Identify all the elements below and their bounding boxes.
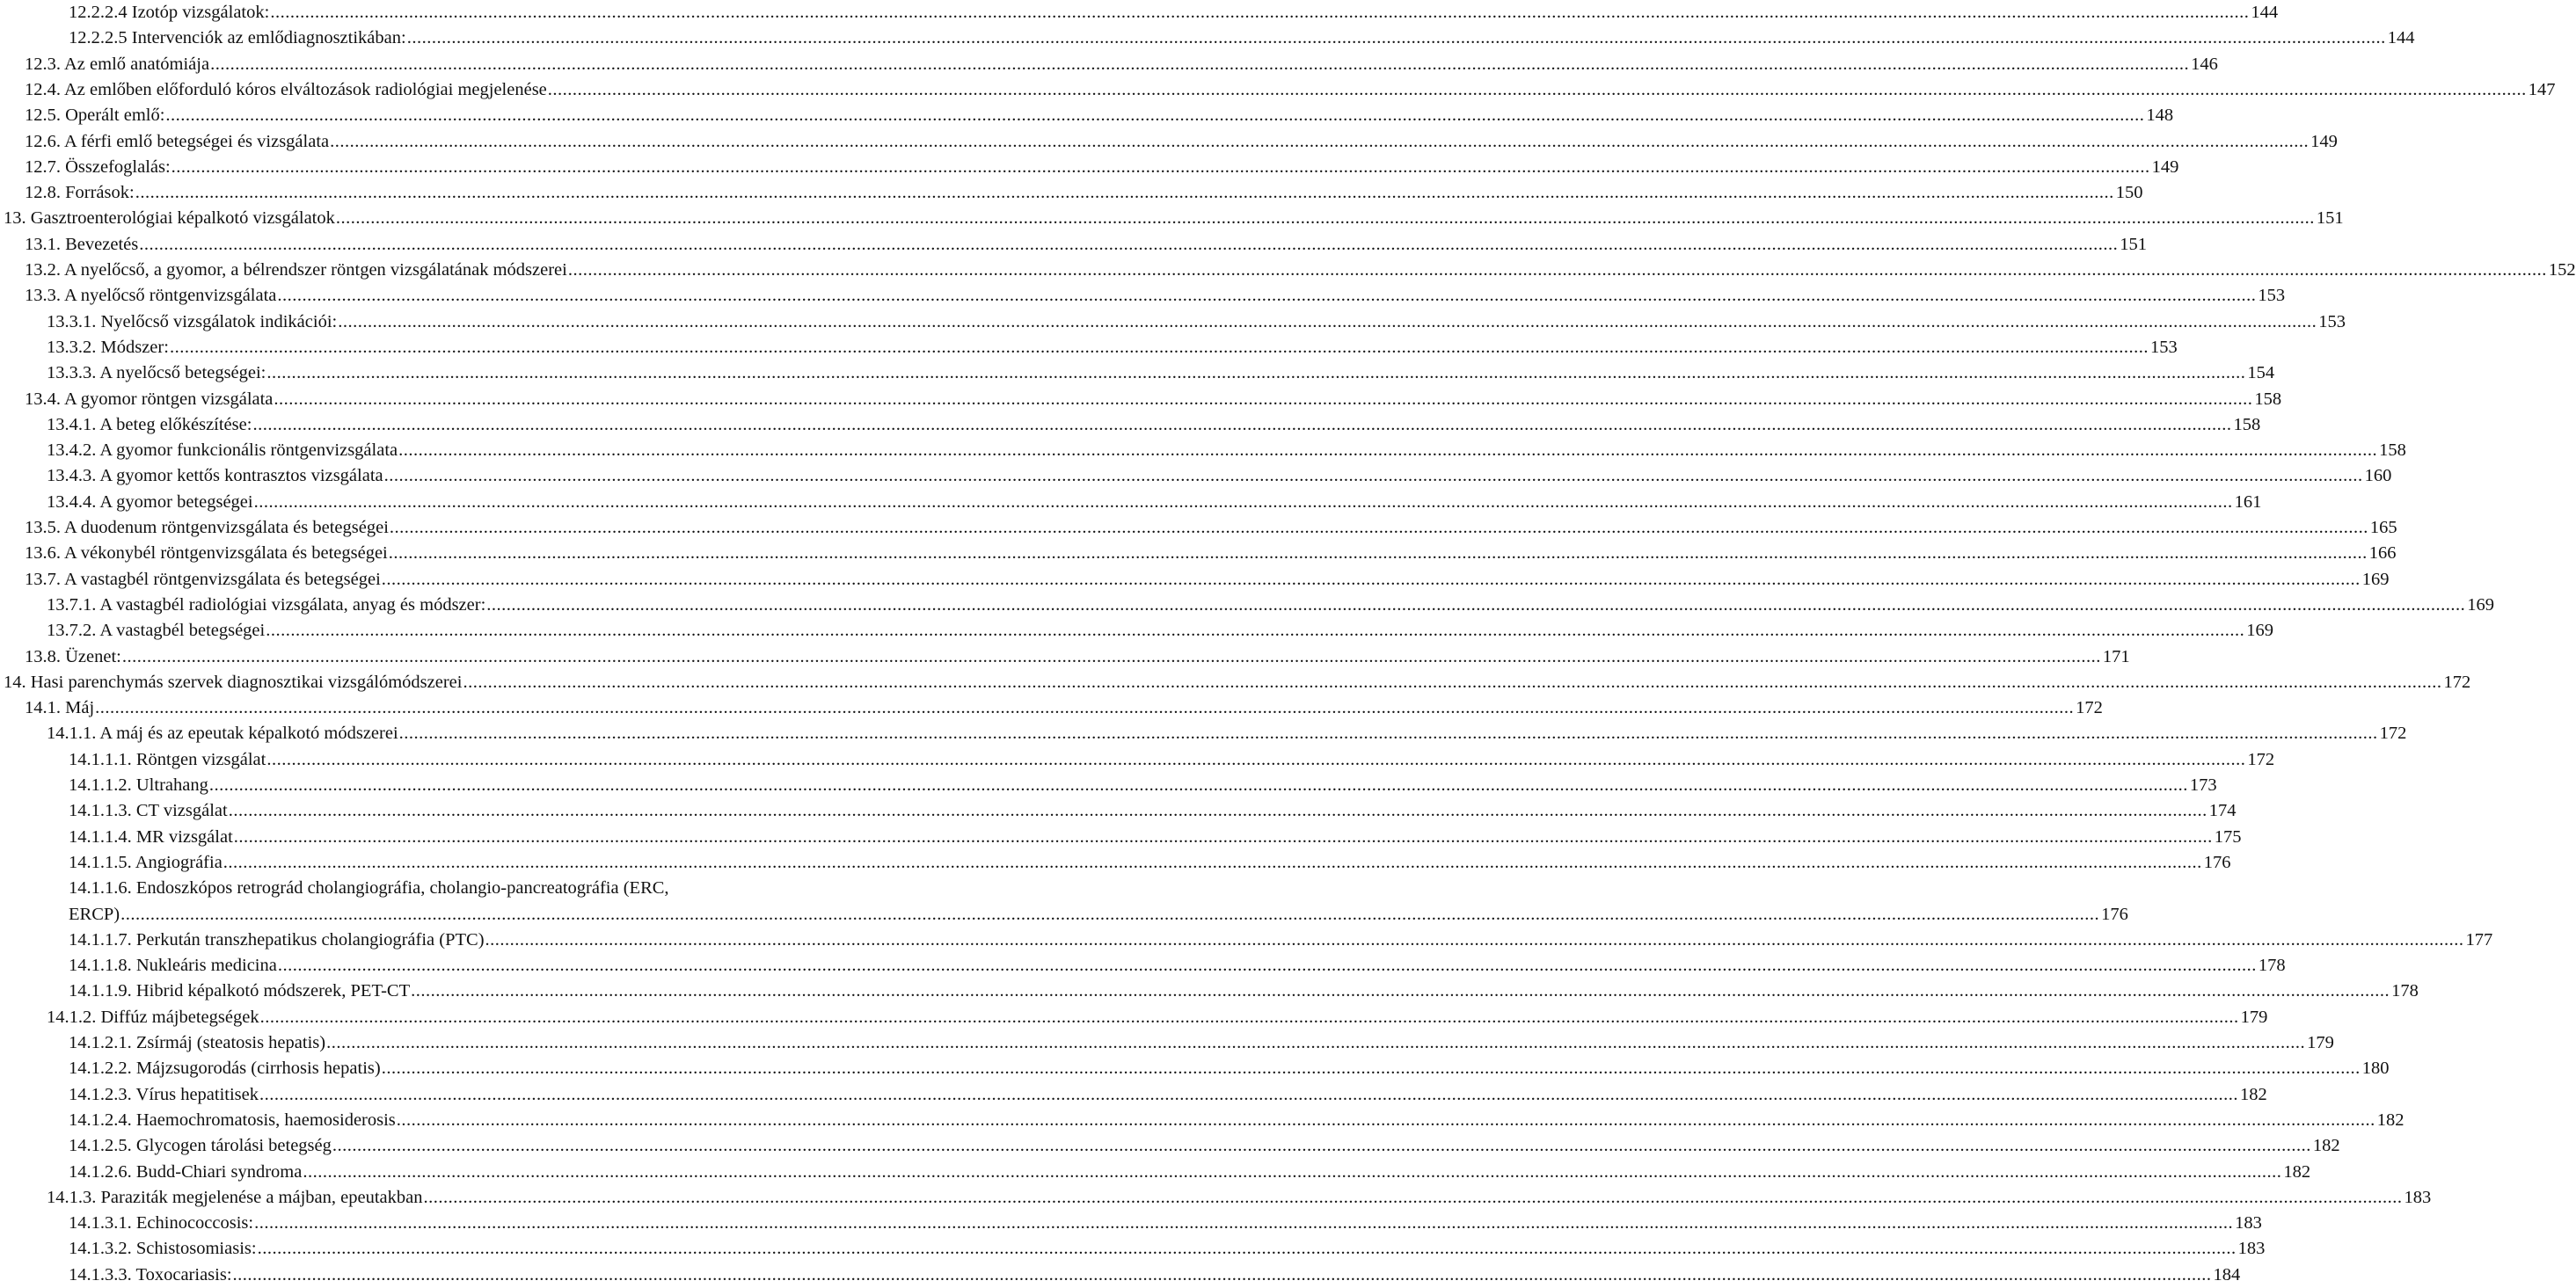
- toc-entry-number: 14.1.: [25, 698, 61, 718]
- toc-entry-number: 14.1.1.: [47, 724, 97, 744]
- toc-page-number: 161: [2234, 491, 2262, 512]
- toc-page-number: 153: [2318, 311, 2346, 331]
- toc-leader-dots: ................................................................................................................................................................................................................................................................................................................................................................................................................: [171, 156, 2150, 177]
- toc-entry[interactable]: [47, 335, 2178, 360]
- toc-leader-dots: ................................................................................................................................................................................................................................................................................................................................................................................................................: [135, 183, 2114, 203]
- toc-entry-title: A vastagbél betegségei: [99, 621, 266, 641]
- toc-leader-dots: ................................................................................................................................................................................................................................................................................................................................................................................................................: [463, 672, 2442, 692]
- toc-entry-label: [69, 747, 266, 773]
- toc-page-number: 172: [2247, 749, 2275, 769]
- toc-entry[interactable]: [25, 258, 2576, 283]
- toc-entry-number: 14.1.2.4.: [69, 1110, 132, 1130]
- toc-entry[interactable]: [69, 773, 2217, 798]
- toc-entry[interactable]: [47, 309, 2346, 335]
- toc-entry[interactable]: [47, 721, 2407, 746]
- toc-leader-dots: ................................................................................................................................................................................................................................................................................................................................................................................................................: [232, 1264, 2212, 1284]
- toc-leader-dots: ................................................................................................................................................................................................................................................................................................................................................................................................................: [253, 491, 2233, 512]
- toc-page-number: 154: [2247, 363, 2275, 383]
- toc-entry-label: [69, 1160, 302, 1185]
- toc-entry[interactable]: [69, 953, 2286, 979]
- toc-entry-number: 14.1.1.3.: [69, 801, 132, 821]
- toc-entry-title: Angiográfia: [135, 852, 223, 872]
- toc-entry-label: [25, 541, 388, 566]
- toc-page-number: 166: [2368, 543, 2397, 564]
- toc-entry-number: 13.4.: [25, 389, 61, 409]
- toc-entry-title: Perkután transzhepatikus cholangiográfia (PTC): [135, 929, 485, 950]
- toc-page-number: 169: [2467, 594, 2495, 615]
- toc-entry-number: 14.1.2.: [47, 1007, 97, 1027]
- toc-entry[interactable]: [25, 644, 2130, 670]
- toc-entry-label: [69, 0, 269, 25]
- toc-entry-number: 12.2.2.4: [69, 3, 128, 22]
- toc-entry-title: A vékonybél röntgenvizsgálata és betegségei: [64, 543, 388, 564]
- toc-entry-number: 14.1.2.5.: [69, 1136, 132, 1156]
- toc-entry-title: Gasztroenterológiai képalkotó vizsgálatok: [30, 208, 335, 229]
- toc-entry-number: 14.1.1.1.: [69, 749, 132, 769]
- toc-entry-title: A férfi emlő betegségei és vizsgálata: [64, 131, 330, 151]
- toc-leader-dots: ................................................................................................................................................................................................................................................................................................................................................................................................................: [95, 698, 2075, 718]
- toc-entry-number: 14.1.1.5.: [69, 852, 132, 872]
- toc-page-number: 153: [2258, 286, 2286, 306]
- toc-leader-dots: ................................................................................................................................................................................................................................................................................................................................................................................................................: [398, 724, 2378, 744]
- toc-page-number: 173: [2189, 775, 2217, 795]
- toc-leader-dots: ................................................................................................................................................................................................................................................................................................................................................................................................................: [266, 363, 2246, 383]
- toc-entry-label: [47, 593, 485, 618]
- toc-entry-title: A gyomor kettős kontrasztos vizsgálata: [99, 466, 383, 486]
- toc-entry[interactable]: [25, 541, 2397, 566]
- toc-entry[interactable]: [25, 232, 2147, 258]
- toc-page-number: 176: [2101, 904, 2128, 924]
- toc-entry-label: [47, 618, 265, 644]
- toc-entry-label: [69, 1082, 259, 1108]
- toc-leader-dots: ................................................................................................................................................................................................................................................................................................................................................................................................................: [406, 28, 2386, 48]
- toc-entry-label: [25, 258, 567, 283]
- toc-entry[interactable]: [69, 1263, 2241, 1288]
- toc-entry-number: 13.8.: [25, 646, 61, 666]
- toc-entry-number: 12.5.: [25, 106, 61, 126]
- toc-entry-title: Zsírmáj (steatosis hepatis): [135, 1033, 326, 1052]
- toc-entry-number: 14.1.3.3.: [69, 1264, 132, 1284]
- toc-page-number: 182: [2376, 1110, 2405, 1130]
- toc-entry[interactable]: [47, 412, 2261, 438]
- toc-entry-number: 13.3.3.: [47, 363, 97, 383]
- toc-page-number: 182: [2240, 1084, 2267, 1104]
- toc-entry-title: Módszer:: [100, 337, 169, 357]
- toc-page-number: 158: [2254, 389, 2282, 409]
- toc-entry-title: Vírus hepatitisek: [135, 1084, 259, 1104]
- toc-entry-label: [69, 825, 233, 850]
- toc-page-number: 152: [2548, 260, 2576, 280]
- toc-entry-title: A gyomor funkcionális röntgenvizsgálata: [99, 440, 398, 461]
- toc-leader-dots: ................................................................................................................................................................................................................................................................................................................................................................................................................: [257, 1239, 2237, 1259]
- toc-page-number: 178: [2258, 956, 2286, 976]
- toc-entry[interactable]: [69, 0, 2279, 25]
- toc-entry-title: Az emlőben előforduló kóros elváltozások radiológiai megjelenése: [64, 79, 547, 99]
- toc-entry-number: 13.3.1.: [47, 311, 97, 331]
- toc-entry-continuation[interactable]: [69, 902, 2128, 928]
- toc-entry-label: [47, 463, 383, 489]
- toc-entry[interactable]: [47, 360, 2275, 386]
- toc-entry-title: Hasi parenchymás szervek diagnosztikai vizsgálómódszerei: [30, 672, 463, 692]
- toc-entry[interactable]: [47, 1005, 2268, 1030]
- toc-entry-title: Ultrahang: [135, 775, 208, 795]
- toc-entry-title: A gyomor röntgen vizsgálata: [64, 389, 274, 409]
- toc-entry-number: 13.1.: [25, 234, 61, 254]
- toc-leader-dots: ................................................................................................................................................................................................................................................................................................................................................................................................................: [223, 852, 2202, 872]
- toc-entry[interactable]: [47, 593, 2495, 618]
- toc-page-number: 153: [2149, 337, 2178, 357]
- toc-entry-number: 13.4.3.: [47, 466, 97, 486]
- toc-entry-title: Endoszkópos retrográd cholangiográfia, cholangio-pancreatográfia (ERC,: [135, 878, 669, 899]
- toc-entry-label: [69, 1263, 232, 1288]
- toc-entry-number: 12.7.: [25, 156, 61, 177]
- toc-entry[interactable]: [4, 206, 2344, 231]
- toc-entry-label: [69, 1108, 396, 1133]
- toc-leader-dots: ................................................................................................................................................................................................................................................................................................................................................................................................................: [486, 594, 2466, 615]
- toc-leader-dots: ................................................................................................................................................................................................................................................................................................................................................................................................................: [423, 1187, 2403, 1207]
- toc-entry[interactable]: [69, 850, 2231, 876]
- toc-entry-title: 14.1.1.6.: [69, 878, 132, 899]
- toc-page-number: 171: [2102, 646, 2130, 666]
- toc-page-number: 151: [2316, 208, 2344, 229]
- toc-leader-dots: ................................................................................................................................................................................................................................................................................................................................................................................................................: [381, 569, 2361, 589]
- toc-page-number: 176: [2203, 852, 2231, 872]
- toc-leader-dots: ................................................................................................................................................................................................................................................................................................................................................................................................................: [266, 621, 2245, 641]
- toc-entry[interactable]: [47, 618, 2273, 644]
- toc-leader-dots: ................................................................................................................................................................................................................................................................................................................................................................................................................: [338, 311, 2317, 331]
- toc-entry[interactable]: [47, 438, 2406, 463]
- toc-entry-label: [47, 1185, 422, 1211]
- toc-entry-title: Glycogen tárolási betegség: [135, 1136, 332, 1156]
- toc-leader-dots: ................................................................................................................................................................................................................................................................................................................................................................................................................: [233, 826, 2213, 847]
- toc-entry-number: 13.6.: [25, 543, 61, 564]
- toc-entry-number: 13.5.: [25, 518, 61, 537]
- toc-entry-number: 12.6.: [25, 131, 61, 151]
- toc-page-number: 149: [2151, 156, 2179, 177]
- toc-entry[interactable]: [69, 1056, 2390, 1081]
- toc-page-number: 183: [2237, 1239, 2266, 1259]
- toc-page-number: 144: [2387, 28, 2415, 48]
- toc-entry[interactable]: [25, 77, 2556, 103]
- toc-entry-label: [69, 1030, 325, 1056]
- toc-leader-dots: ................................................................................................................................................................................................................................................................................................................................................................................................................: [120, 904, 2100, 924]
- toc-leader-dots: ................................................................................................................................................................................................................................................................................................................................................................................................................: [277, 956, 2257, 976]
- toc-entry[interactable]: [47, 490, 2262, 515]
- toc-entry-title: Röntgen vizsgálat: [135, 749, 266, 769]
- toc-page-number: 160: [2364, 466, 2392, 486]
- toc-entry-number: 14.1.1.4.: [69, 826, 132, 847]
- toc-entry-number: 13.3.2.: [47, 337, 97, 357]
- toc-entry[interactable]: [69, 1108, 2405, 1133]
- toc-entry[interactable]: [69, 1236, 2266, 1262]
- toc-entry-title: A nyelőcső, a gyomor, a bélrendszer röntgen vizsgálatának módszerei: [64, 260, 567, 280]
- toc-leader-dots: ................................................................................................................................................................................................................................................................................................................................................................................................................: [254, 1213, 2234, 1233]
- toc-entry[interactable]: [47, 463, 2392, 489]
- toc-entry-label: [25, 283, 276, 309]
- toc-entry[interactable]: [69, 1133, 2340, 1159]
- toc-entry-title: Az emlő anatómiája: [64, 54, 210, 74]
- toc-leader-dots: ................................................................................................................................................................................................................................................................................................................................................................................................................: [270, 3, 2250, 22]
- toc-entry-label: [25, 567, 381, 593]
- toc-entry-title: Echinococcosis:: [135, 1213, 254, 1233]
- toc-entry[interactable]: [69, 825, 2242, 850]
- toc-page-number: 183: [2235, 1213, 2262, 1233]
- toc-entry[interactable]: [69, 1160, 2311, 1185]
- toc-leader-dots: ................................................................................................................................................................................................................................................................................................................................................................................................................: [252, 414, 2232, 434]
- toc-entry[interactable]: [25, 567, 2390, 593]
- toc-entry-number: 14.1.2.3.: [69, 1084, 132, 1104]
- toc-entry-title: Toxocariasis:: [135, 1264, 232, 1284]
- toc-entry-number: 14.1.2.6.: [69, 1161, 132, 1182]
- toc-entry[interactable]: [69, 1030, 2334, 1056]
- toc-entry-number: 13.7.: [25, 569, 61, 589]
- toc-page-number: 178: [2391, 981, 2419, 1001]
- toc-leader-dots: ................................................................................................................................................................................................................................................................................................................................................................................................................: [277, 286, 2257, 306]
- toc-entry[interactable]: [25, 129, 2338, 155]
- toc-entry[interactable]: [4, 670, 2471, 695]
- toc-page-number: 179: [2307, 1033, 2334, 1052]
- toc-leader-dots: ................................................................................................................................................................................................................................................................................................................................................................................................................: [567, 260, 2547, 280]
- toc-entry[interactable]: [69, 747, 2275, 773]
- toc-leader-dots: ................................................................................................................................................................................................................................................................................................................................................................................................................: [547, 79, 2527, 99]
- toc-entry-label: [69, 979, 410, 1004]
- toc-page-number: 182: [2312, 1136, 2340, 1156]
- toc-entry[interactable]: [69, 1082, 2267, 1108]
- toc-entry-number: 13.7.1.: [47, 594, 97, 615]
- toc-entry-title: Operált emlő:: [65, 106, 165, 126]
- toc-entry-label: [47, 335, 169, 360]
- toc-page-number: 172: [2443, 672, 2471, 692]
- toc-leader-dots: ................................................................................................................................................................................................................................................................................................................................................................................................................: [485, 929, 2464, 950]
- toc-entry-title: Paraziták megjelenése a májban, epeutakban: [100, 1187, 423, 1207]
- toc-page-number: 158: [2233, 414, 2261, 434]
- toc-entry-number: 12.4.: [25, 79, 61, 99]
- toc-entry-number: 13.7.2.: [47, 621, 97, 641]
- toc-entry-title: A duodenum röntgenvizsgálata és betegségei: [64, 518, 389, 537]
- toc-leader-dots: ................................................................................................................................................................................................................................................................................................................................................................................................................: [274, 389, 2253, 409]
- toc-entry-label: [25, 515, 389, 541]
- toc-entry-title: Schistosomiasis:: [135, 1239, 257, 1259]
- toc-entry[interactable]: [25, 387, 2282, 412]
- toc-entry-number: 13.3.: [25, 286, 61, 306]
- toc-entry-number: 14.1.3.1.: [69, 1213, 132, 1233]
- toc-entry-label: [69, 928, 485, 953]
- toc-entry-number: 14.1.3.: [47, 1187, 97, 1207]
- toc-leader-dots: ................................................................................................................................................................................................................................................................................................................................................................................................................: [383, 466, 2363, 486]
- toc-entry-title: Összefoglalás:: [65, 156, 171, 177]
- toc-page-number: 172: [2076, 698, 2103, 718]
- toc-entry[interactable]: [69, 928, 2493, 953]
- toc-entry-label: [69, 773, 208, 798]
- toc-entry[interactable]: [25, 103, 2174, 128]
- toc-leader-dots: ................................................................................................................................................................................................................................................................................................................................................................................................................: [139, 234, 2119, 254]
- toc-entry-title: Budd-Chiari syndroma: [135, 1161, 303, 1182]
- toc-leader-dots: ................................................................................................................................................................................................................................................................................................................................................................................................................: [388, 543, 2368, 564]
- toc-entry-title: A nyelőcső röntgenvizsgálata: [64, 286, 277, 306]
- toc-page-number: 165: [2369, 518, 2397, 537]
- toc-entry-label: [25, 695, 94, 721]
- toc-entry-number: 14.1.3.2.: [69, 1239, 132, 1259]
- toc-entry[interactable]: [47, 1185, 2432, 1211]
- toc-entry-label: [25, 103, 164, 128]
- toc-page-number: 146: [2191, 54, 2218, 74]
- toc-entry-number: 14.1.1.2.: [69, 775, 132, 795]
- toc-entry[interactable]: [69, 979, 2419, 1004]
- toc-entry-title: CT vizsgálat: [135, 801, 228, 821]
- toc-entry-number: 13.4.2.: [47, 440, 97, 461]
- toc-entry-label: [25, 52, 209, 77]
- toc-entry-label: [25, 387, 273, 412]
- toc-entry-number: 14.: [4, 672, 26, 692]
- toc-entry-label: [25, 77, 547, 103]
- toc-leader-dots: ................................................................................................................................................................................................................................................................................................................................................................................................................: [398, 440, 2378, 461]
- toc-page-number: 180: [2361, 1059, 2390, 1079]
- toc-leader-dots: ................................................................................................................................................................................................................................................................................................................................................................................................................: [381, 1059, 2361, 1079]
- toc-entry-title: Üzenet:: [65, 646, 121, 666]
- toc-entry-label: [47, 360, 266, 386]
- toc-page-number: 144: [2251, 3, 2279, 22]
- toc-page-number: 183: [2404, 1187, 2432, 1207]
- toc-entry-title: Bevezetés: [65, 234, 139, 254]
- toc-entry-label: [25, 180, 135, 206]
- toc-page-number: 179: [2240, 1007, 2268, 1027]
- toc-entry-label: [47, 309, 337, 335]
- toc-entry-label: [69, 1236, 257, 1262]
- toc-entry-label: [69, 850, 223, 876]
- toc-entry-title: Nukleáris medicina: [135, 956, 277, 976]
- toc-entry-label: [69, 1211, 253, 1236]
- toc-entry-number: 13.: [4, 208, 26, 229]
- toc-page-number: 150: [2115, 183, 2143, 203]
- toc-entry-label: [69, 1056, 381, 1081]
- toc-entry-title: A vastagbél radiológiai vizsgálata, anyag és módszer:: [99, 594, 486, 615]
- toc-entry[interactable]: [25, 180, 2143, 206]
- toc-entry-label: [69, 953, 277, 979]
- toc-entry[interactable]: [69, 25, 2415, 51]
- toc-page-number: 174: [2208, 801, 2237, 821]
- toc-entry[interactable]: [25, 695, 2103, 721]
- toc-leader-dots: ................................................................................................................................................................................................................................................................................................................................................................................................................: [411, 981, 2390, 1001]
- toc-entry-title: Diffúz májbetegségek: [100, 1007, 259, 1027]
- toc-leader-dots: ................................................................................................................................................................................................................................................................................................................................................................................................................: [332, 1136, 2311, 1156]
- toc-leader-dots: ................................................................................................................................................................................................................................................................................................................................................................................................................: [396, 1110, 2375, 1130]
- toc-entry-title: Haemochromatosis, haemosiderosis: [135, 1110, 396, 1130]
- toc-entry-label: [69, 1133, 332, 1159]
- toc-entry-title: Nyelőcső vizsgálatok indikációi:: [100, 311, 338, 331]
- toc-entry-title: ERCP): [69, 904, 120, 924]
- toc-entry[interactable]: [25, 52, 2218, 77]
- toc-entry-number: 12.2.2.5: [69, 28, 128, 48]
- toc-entry-label: [69, 25, 406, 51]
- toc-entry-label: [4, 206, 335, 231]
- toc-entry-label: [47, 1005, 259, 1030]
- toc-page-number: 151: [2120, 234, 2147, 254]
- toc-entry-title: Izotóp vizsgálatok:: [131, 3, 270, 22]
- toc-entry-label: [69, 798, 228, 824]
- toc-entry-label: [25, 155, 171, 180]
- toc-leader-dots: ................................................................................................................................................................................................................................................................................................................................................................................................................: [326, 1033, 2306, 1052]
- toc-entry-label: [47, 721, 398, 746]
- toc-page-number: 169: [2246, 621, 2273, 641]
- toc-entry-label: [47, 412, 252, 438]
- toc-entry-number: 13.4.4.: [47, 491, 97, 512]
- toc-leader-dots: ................................................................................................................................................................................................................................................................................................................................................................................................................: [335, 208, 2315, 229]
- toc-page-number: 148: [2146, 106, 2174, 126]
- toc-entry[interactable]: [69, 876, 669, 901]
- toc-page-number: 147: [2528, 79, 2556, 99]
- toc-entry-number: 13.4.1.: [47, 414, 97, 434]
- toc-entry-number: 12.3.: [25, 54, 61, 74]
- toc-entry[interactable]: [25, 155, 2179, 180]
- toc-leader-dots: ................................................................................................................................................................................................................................................................................................................................................................................................................: [266, 749, 2246, 769]
- toc-leader-dots: ................................................................................................................................................................................................................................................................................................................................................................................................................: [389, 518, 2368, 537]
- toc-entry-label: [25, 644, 121, 670]
- toc-page-number: 182: [2283, 1161, 2311, 1182]
- toc-entry-number: 14.1.1.7.: [69, 929, 132, 950]
- toc-entry-number: 14.1.1.9.: [69, 981, 132, 1001]
- toc-entry-number: 12.8.: [25, 183, 61, 203]
- toc-entry-title: Intervenciók az emlődiagnosztikában:: [131, 28, 406, 48]
- toc-page-number: 158: [2379, 440, 2406, 461]
- toc-leader-dots: ................................................................................................................................................................................................................................................................................................................................................................................................................: [303, 1161, 2282, 1182]
- toc-entry-title: A beteg előkészítése:: [99, 414, 252, 434]
- toc-entry[interactable]: [69, 1211, 2262, 1236]
- toc-entry[interactable]: [69, 798, 2237, 824]
- toc-entry-label: [25, 129, 329, 155]
- toc-leader-dots: ................................................................................................................................................................................................................................................................................................................................................................................................................: [165, 106, 2145, 126]
- toc-entry-title: A gyomor betegségei: [99, 491, 253, 512]
- toc-page-number: 169: [2361, 569, 2390, 589]
- toc-entry-number: 13.2.: [25, 260, 61, 280]
- toc-page-number: 184: [2213, 1264, 2241, 1284]
- toc-entry-number: 14.1.1.8.: [69, 956, 132, 976]
- toc-entry[interactable]: [25, 515, 2397, 541]
- toc-entry-label: [47, 490, 253, 515]
- toc-entry-number: 14.1.2.2.: [69, 1059, 132, 1079]
- toc-page-number: 172: [2379, 724, 2407, 744]
- toc-entry-title: MR vizsgálat: [135, 826, 233, 847]
- toc-leader-dots: ................................................................................................................................................................................................................................................................................................................................................................................................................: [121, 646, 2101, 666]
- toc-leader-dots: ................................................................................................................................................................................................................................................................................................................................................................................................................: [169, 337, 2149, 357]
- toc-entry-title: Máj: [65, 698, 95, 718]
- toc-entry-number: 14.1.2.1.: [69, 1033, 132, 1052]
- toc-leader-dots: ................................................................................................................................................................................................................................................................................................................................................................................................................: [259, 1007, 2239, 1027]
- toc-entry-label: [4, 670, 462, 695]
- toc-leader-dots: ................................................................................................................................................................................................................................................................................................................................................................................................................: [228, 801, 2207, 821]
- toc-page-number: 177: [2465, 929, 2493, 950]
- toc-leader-dots: ................................................................................................................................................................................................................................................................................................................................................................................................................: [208, 775, 2188, 795]
- toc-leader-dots: ................................................................................................................................................................................................................................................................................................................................................................................................................: [330, 131, 2310, 151]
- toc-leader-dots: ................................................................................................................................................................................................................................................................................................................................................................................................................: [259, 1084, 2239, 1104]
- toc-entry-title: Hibrid képalkotó módszerek, PET-CT: [135, 981, 411, 1001]
- toc-page-number: 175: [2214, 826, 2242, 847]
- toc-leader-dots: ................................................................................................................................................................................................................................................................................................................................................................................................................: [210, 54, 2190, 74]
- toc-entry-label: [25, 232, 138, 258]
- toc-entry-title: A vastagbél röntgenvizsgálata és betegségei: [64, 569, 381, 589]
- toc-entry-title: Májzsugorodás (cirrhosis hepatis): [135, 1059, 381, 1079]
- toc-entry-title: A máj és az epeutak képalkotó módszerei: [99, 724, 398, 744]
- toc-entry-label: [47, 438, 398, 463]
- toc-entry[interactable]: [25, 283, 2286, 309]
- toc-entry-title: Források:: [65, 183, 135, 203]
- toc-page-number: 149: [2310, 131, 2338, 151]
- toc-entry-title: A nyelőcső betegségei:: [99, 363, 266, 383]
